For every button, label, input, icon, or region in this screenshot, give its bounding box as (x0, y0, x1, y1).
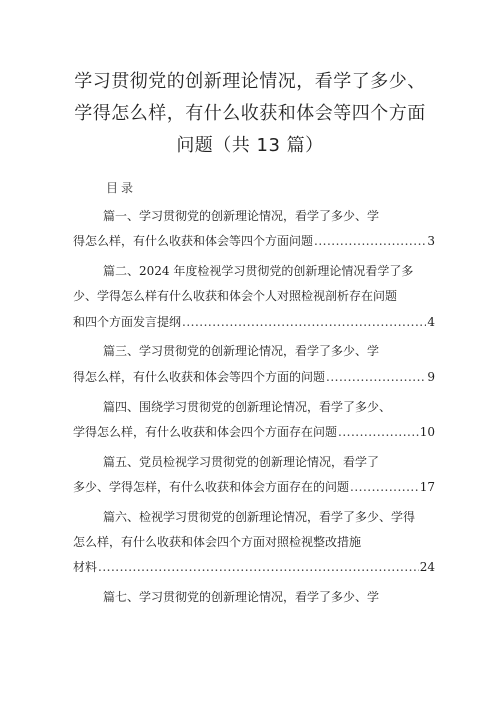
toc-page-number: 17 (419, 479, 435, 494)
toc-entry-line (73, 204, 435, 229)
toc-dot-leader (98, 555, 419, 580)
toc-entry-line (73, 284, 435, 309)
toc-entry-line (73, 365, 435, 390)
toc-dot-leader (326, 365, 426, 390)
document-title (40, 66, 460, 162)
toc-entry-text: 和四个方面发言提纲 (73, 314, 182, 329)
title-line: 问题（共 13 篇） (176, 135, 324, 156)
toc-entry[interactable] (73, 395, 435, 446)
toc-entry[interactable] (73, 450, 435, 501)
toc-entry-text: 材料 (73, 560, 98, 575)
toc-page-number: 24 (419, 560, 435, 575)
toc-entry-text: 多少、学得怎样，有什么收获和体会方面存在的问题 (73, 479, 350, 494)
toc-dot-leader (350, 475, 419, 500)
toc-page-number: 3 (427, 234, 435, 249)
toc-dot-leader (338, 420, 419, 445)
toc-entry-line (73, 310, 435, 335)
title-line: 学习贯彻党的创新理论情况，看学了多少、 (74, 71, 426, 92)
toc-page-number: 9 (427, 369, 435, 384)
toc-heading: 目录 (106, 181, 137, 195)
toc-entry-text: 篇二、2024 年度检视学习贯彻党的创新理论情况看学了多 (103, 264, 414, 279)
toc-entry-line (73, 475, 435, 500)
toc-entry[interactable] (73, 259, 435, 335)
toc-entry[interactable] (73, 204, 435, 255)
toc-dot-leader (314, 229, 426, 254)
toc-entry-text: 学得怎么样，有什么收获和体会四个方面存在问题 (73, 424, 338, 439)
toc-page-number: 4 (427, 314, 435, 329)
toc-entry-line (73, 229, 435, 254)
toc-entry-line (73, 505, 435, 530)
toc-entry-line (73, 420, 435, 445)
toc-entry-text: 少、学得怎么样有什么收获和体会个人对照检视剖析存在问题 (73, 289, 398, 304)
title-line: 学得怎么样，有什么收获和体会等四个方面 (74, 103, 426, 124)
toc-dot-leader (182, 310, 426, 335)
toc-entry-text: 篇五、党员检视学习贯彻党的创新理论情况，看学了 (103, 454, 380, 469)
table-of-contents (73, 204, 435, 615)
toc-entry[interactable] (73, 339, 435, 390)
toc-entry[interactable] (73, 505, 435, 581)
toc-entry[interactable] (73, 585, 435, 610)
toc-entry-text: 得怎么样，有什么收获和体会等四个方面问题 (73, 234, 314, 249)
toc-entry-line (73, 530, 435, 555)
toc-entry-text: 篇一、学习贯彻党的创新理论情况，看学了多少、学 (103, 209, 380, 223)
toc-entry-text: 得怎么样，有什么收获和体会等四个方面的问题 (73, 369, 326, 384)
toc-entry-text: 怎么样，有什么收获和体会四个方面对照检视整改措施 (73, 535, 362, 550)
toc-entry-line (73, 555, 435, 580)
toc-page-number: 10 (419, 424, 435, 439)
toc-entry-text: 篇三、学习贯彻党的创新理论情况，看学了多少、学 (103, 344, 380, 359)
toc-entry-text: 篇七、学习贯彻党的创新理论情况，看学了多少、学 (103, 590, 380, 605)
toc-entry-line (73, 259, 435, 284)
toc-entry-line (73, 585, 435, 610)
toc-entry-line (73, 339, 435, 364)
toc-entry-text: 篇四、围绕学习贯彻党的创新理论情况，看学了多少、 (103, 399, 392, 414)
toc-entry-text: 篇六、检视学习贯彻党的创新理论情况，看学了多少、学得 (103, 509, 416, 524)
toc-entry-line (73, 450, 435, 475)
toc-entry-line (73, 395, 435, 420)
